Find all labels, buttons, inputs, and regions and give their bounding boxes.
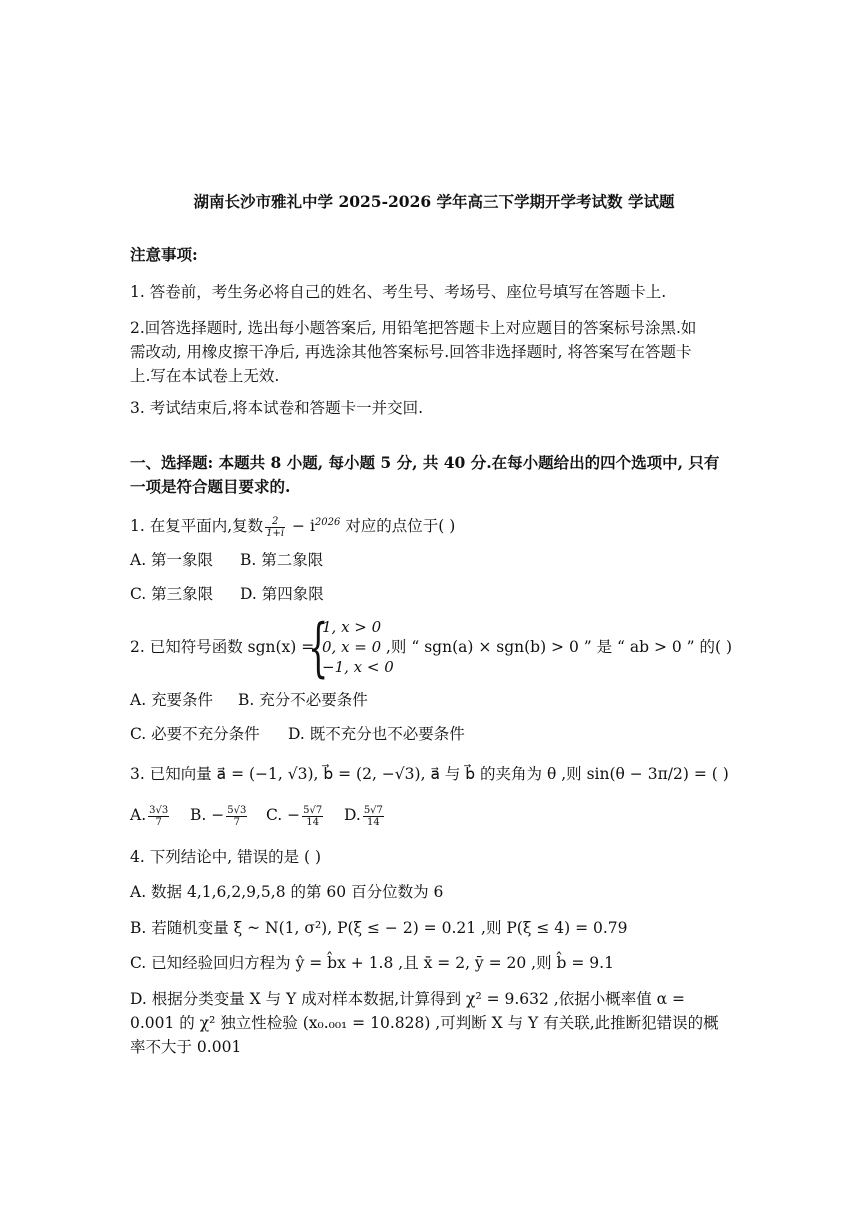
notice-item-2-line-3: 上.写在本试卷上无效. — [130, 367, 280, 385]
fraction-denominator: 14 — [306, 816, 320, 828]
notice-heading: 注意事项: — [130, 245, 198, 264]
question-3-option-d — [344, 804, 386, 828]
notice-item-2-line-1: 2.回答选择题时, 选出每小题答案后, 用铅笔把答题卡上对应题目的答案标号涂黑.如 — [130, 319, 697, 337]
question-4-option-b: B. 若随机变量 ξ ~ N(1, σ²), P(ξ ≤ − 2) = 0.21 ,则 P(ξ ≤ 4) = 0.79 — [130, 919, 628, 937]
question-1-stem — [130, 512, 455, 539]
piecewise-case-2: 0, x = 0 — [322, 638, 382, 656]
piecewise-case-1: 1, x > 0 — [322, 618, 382, 636]
question-2-options-row-1 — [130, 689, 368, 711]
question-3-stem: 3. 已知向量 a⃗ = (−1, √3), b⃗ = (2, −√3), a⃗ 与 b⃗ 的夹角为 θ ,则 sin(θ − 3π/2) = ( ) — [130, 765, 729, 783]
question-4-option-a: A. 数据 4,1,6,2,9,5,8 的第 60 百分位数为 6 — [130, 883, 444, 901]
question-4-option-c: C. 已知经验回归方程为 ŷ = b̂x + 1.8 ,且 x̄ = 2, ȳ = 20 ,则 b̂ = 9.1 — [130, 954, 614, 972]
question-4-option-d-line-2: 0.001 的 χ² 独立性检验 (x₀.₀₀₁ = 10.828) ,可判断 X 与 Y 有关联,此推断犯错误的概 — [130, 1014, 719, 1032]
question-1-fraction — [265, 516, 285, 539]
question-1-option-a: A. 第一象限 — [130, 551, 214, 569]
question-2-option-d: D. 既不充分也不必要条件 — [288, 725, 465, 743]
question-3-option-a — [130, 804, 190, 828]
fraction-numerator: 5√3 — [227, 804, 247, 816]
fraction-numerator: 5√7 — [363, 804, 383, 816]
fraction-denominator: 14 — [367, 816, 380, 828]
notice-item-1: 1. 答卷前，考生务必将自己的姓名、考生号、考场号、座位号填写在答题卡上. — [130, 283, 667, 301]
option-fraction — [148, 805, 169, 828]
section-heading-line-1: 一、选择题: 本题共 8 小题, 每小题 5 分, 共 40 分.在每小题给出的四个选项中, 只有 — [130, 453, 720, 472]
question-1-mid: − i — [287, 517, 315, 536]
question-1-option-d: D. 第四象限 — [240, 585, 324, 603]
question-1-exponent: 2026 — [314, 517, 341, 528]
fraction-denominator: 7 — [155, 816, 162, 828]
left-brace: { — [308, 611, 329, 685]
fraction-denominator: 1+i — [266, 527, 285, 539]
option-fraction — [363, 805, 384, 828]
question-2-option-b: B. 充分不必要条件 — [238, 691, 368, 709]
question-3-option-b — [190, 804, 266, 828]
fraction-numerator: 3√3 — [149, 804, 169, 816]
piecewise-case-3: −1, x < 0 — [322, 658, 394, 676]
option-label: A. — [130, 806, 147, 824]
notice-item-2-line-2: 需改动, 用橡皮擦干净后, 再选涂其他答案标号.回答非选择题时, 将答案写在答题卡 — [130, 343, 692, 361]
question-2-suffix: ,则 “ sgn(a) × sgn(b) > 0 ” 是 “ ab > 0 ” 的( ) — [386, 638, 733, 656]
fraction-numerator: 5√7 — [303, 804, 323, 816]
fraction-numerator: 2 — [265, 516, 285, 528]
option-label: C. − — [266, 806, 301, 824]
notice-item-3: 3. 考试结束后,将本试卷和答题卡一并交回. — [130, 399, 424, 417]
fraction-denominator: 7 — [233, 816, 240, 828]
question-4-stem: 4. 下列结论中, 错误的是 ( ) — [130, 848, 322, 866]
question-4-option-d-line-3: 率不大于 0.001 — [130, 1038, 242, 1056]
question-1-prefix: 1. 在复平面内,复数 — [130, 517, 264, 536]
question-2-option-c: C. 必要不充分条件 — [130, 725, 260, 743]
page-title: 湖南长沙市雅礼中学 2025-2026 学年高三下学期开学考试数 学试题 — [193, 192, 675, 211]
question-1-option-c: C. 第三象限 — [130, 585, 214, 603]
question-2-prefix: 2. 已知符号函数 sgn(x) = — [130, 638, 315, 656]
question-1-options-row-2 — [130, 583, 324, 605]
option-label: B. − — [190, 806, 225, 824]
option-fraction — [226, 805, 247, 828]
option-label: D. — [344, 806, 361, 824]
question-1-option-b: B. 第二象限 — [240, 551, 324, 569]
section-heading-line-2: 一项是符合题目要求的. — [130, 477, 291, 496]
question-2-options-row-2 — [130, 723, 465, 745]
question-3-options — [130, 804, 386, 828]
question-2-option-a: A. 充要条件 — [130, 691, 214, 709]
question-4-option-d-line-1: D. 根据分类变量 X 与 Y 成对样本数据,计算得到 χ² = 9.632 ,依据小概率值 α = — [130, 990, 686, 1008]
question-3-option-c — [266, 804, 344, 828]
option-fraction — [302, 805, 323, 828]
question-1-options-row-1 — [130, 549, 323, 571]
question-1-suffix: 对应的点位于( ) — [340, 517, 456, 536]
